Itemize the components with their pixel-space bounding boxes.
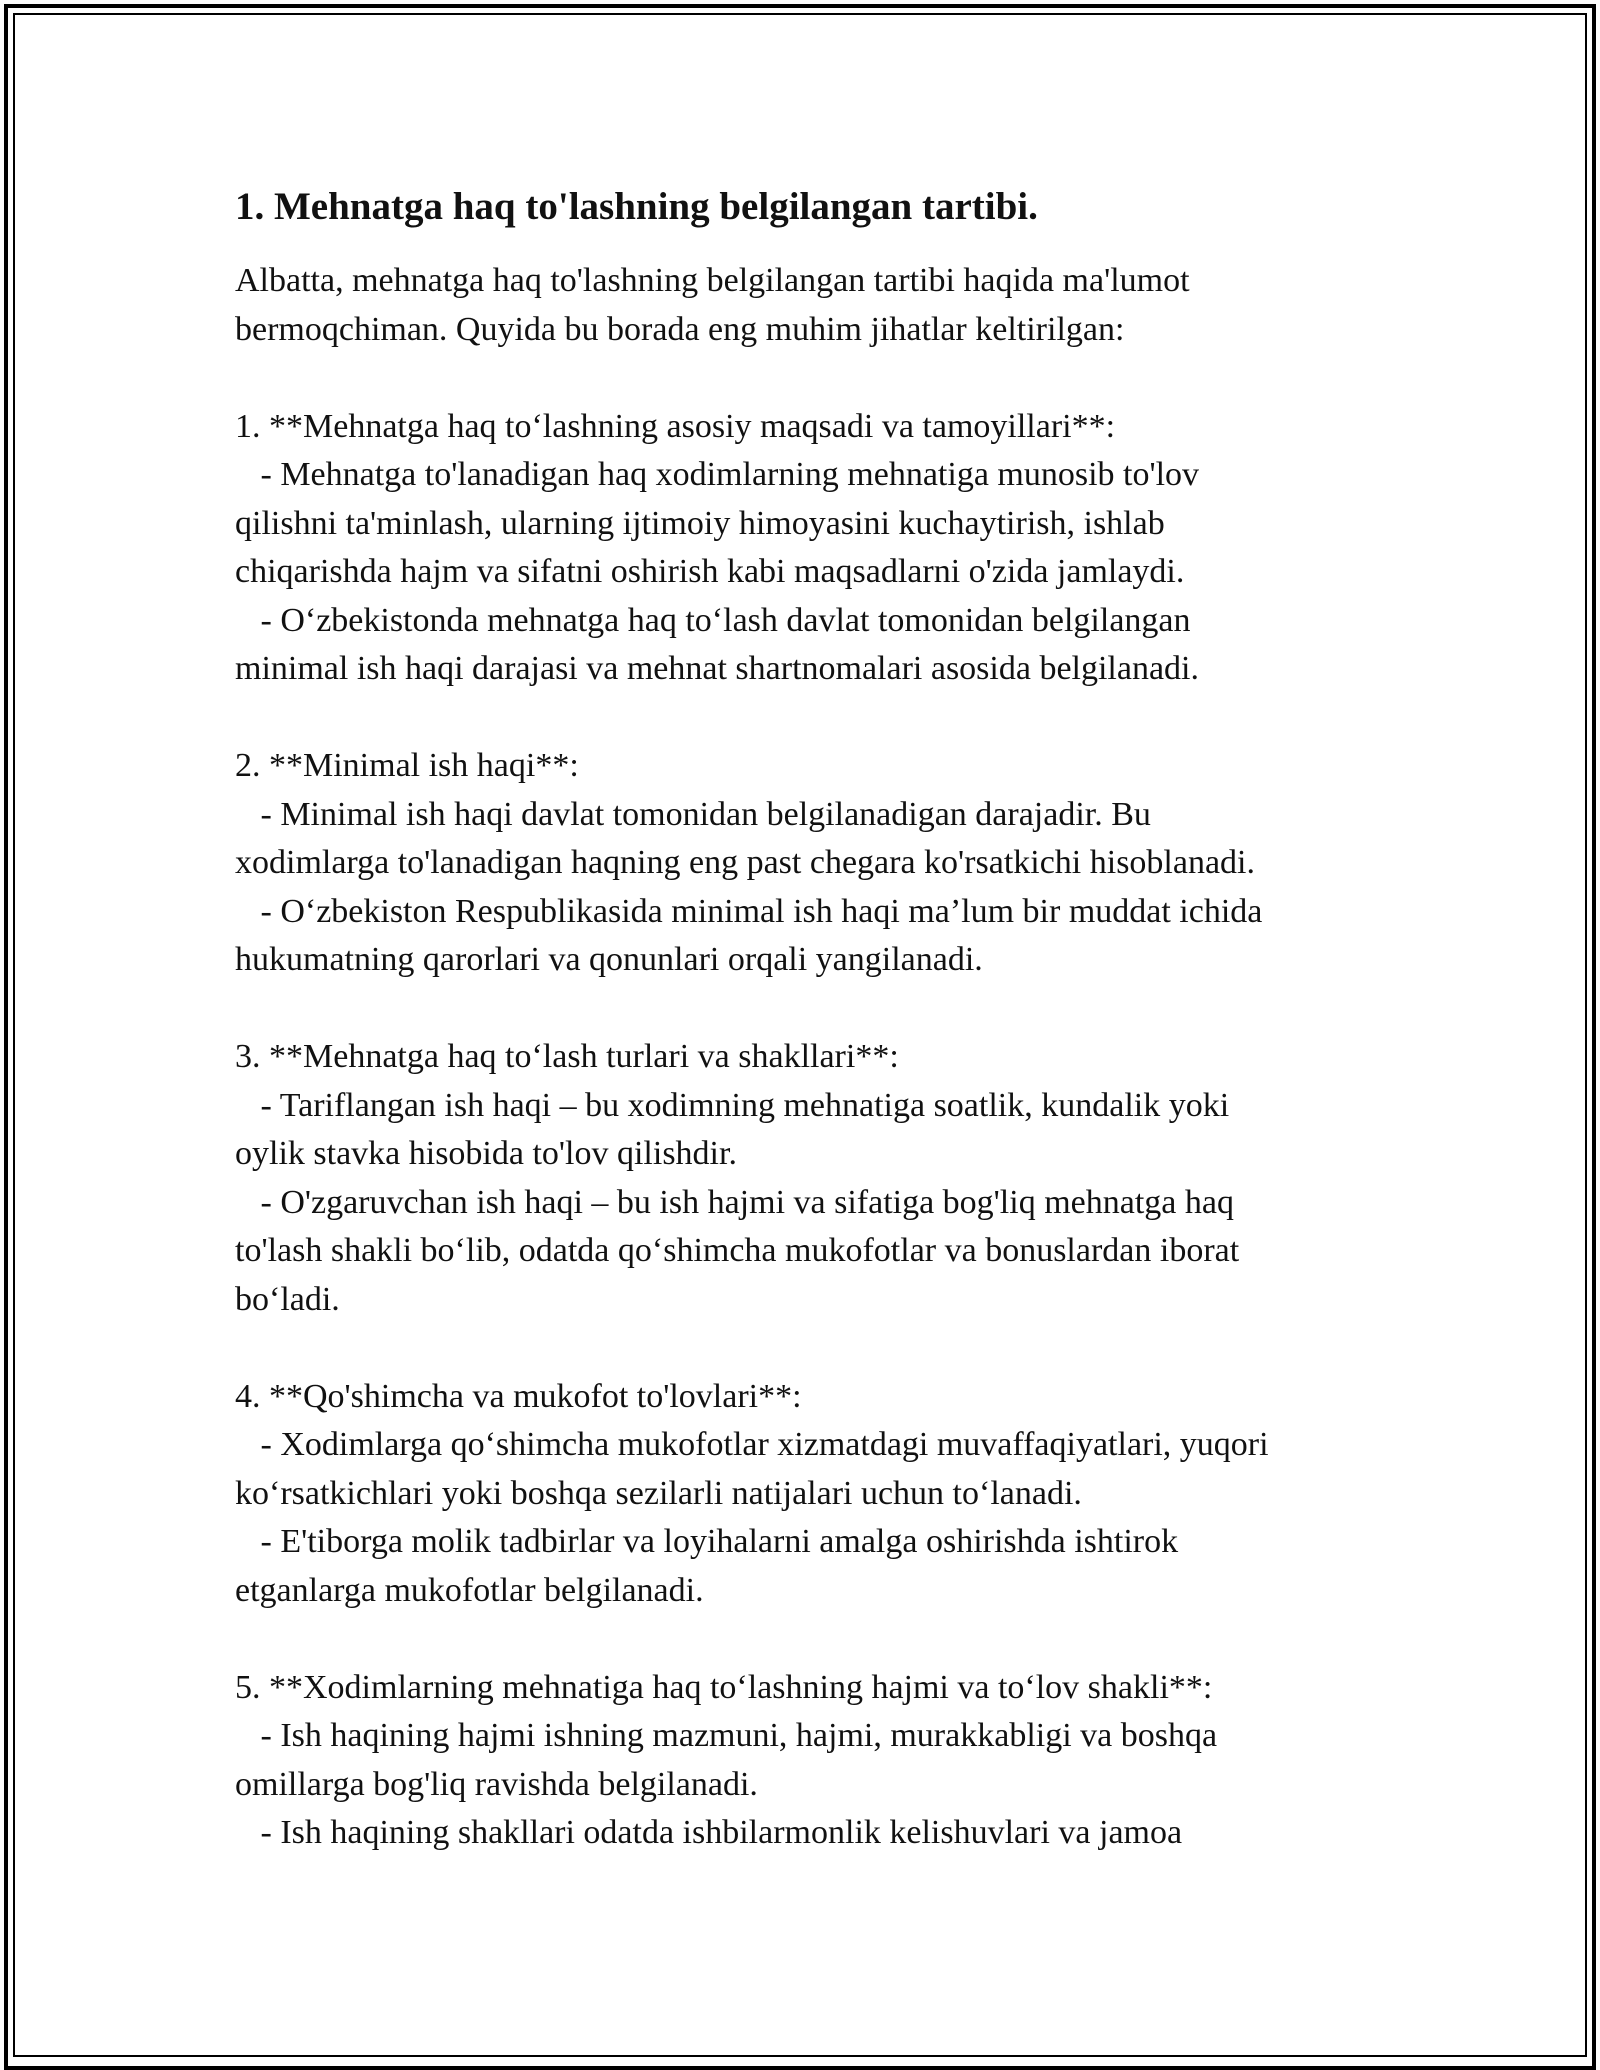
section-line: ko‘rsatkichlari yoki boshqa sezilarli natijalari uchun to‘lanadi.	[235, 1474, 1082, 1512]
section-line: - Tariflangan ish haqi – bu xodimning mehnatiga soatlik, kundalik yoki	[235, 1086, 1230, 1124]
spacer	[235, 1615, 1385, 1664]
section-line: chiqarishda hajm va sifatni oshirish kabi maqsadlarni o'zida jamlaydi.	[235, 553, 1185, 590]
spacer	[235, 354, 1385, 403]
spacer	[235, 1324, 1385, 1373]
section-line: - O‘zbekistonda mehnatga haq to‘lash davlat tomonidan belgilangan	[235, 601, 1191, 639]
intro-line: bermoqchiman. Quyida bu borada eng muhim jihatlar keltirilgan:	[235, 310, 1125, 348]
section-line: minimal ish haqi darajasi va mehnat shartnomalari asosida belgilanadi.	[235, 650, 1200, 687]
spacer	[235, 985, 1385, 1034]
document-title: 1. Mehnatga haq to'lashning belgilangan tartibi.	[235, 185, 1038, 228]
section-heading: 1. **Mehnatga haq to‘lashning asosiy maqsadi va tamoyillari**:	[235, 407, 1116, 445]
section-heading: 2. **Minimal ish haqi**:	[235, 747, 579, 784]
section-heading: 4. **Qo'shimcha va mukofot to'lovlari**:	[235, 1377, 802, 1415]
section-line: xodimlarga to'lanadigan haqning eng past chegara ko'rsatkichi hisoblanadi.	[235, 844, 1255, 881]
section-line: - O'zgaruvchan ish haqi – bu ish hajmi va sifatiga bog'liq mehnatga haq	[235, 1183, 1234, 1221]
section-line: etganlarga mukofotlar belgilanadi.	[235, 1571, 704, 1609]
section-line: - Minimal ish haqi davlat tomonidan belgilanadigan darajadir. Bu	[235, 795, 1151, 833]
section-line: hukumatning qarorlari va qonunlari orqali yangilanadi.	[235, 941, 983, 978]
section-line: - E'tiborga molik tadbirlar va loyihalarni amalga oshirishda ishtirok	[235, 1523, 1179, 1560]
document-body	[235, 183, 1385, 1858]
spacer	[235, 694, 1385, 743]
section-line: bo‘ladi.	[235, 1280, 340, 1318]
section-heading: 3. **Mehnatga haq to‘lash turlari va shakllari**:	[235, 1038, 899, 1075]
section-line: - Ish haqining shakllari odatda ishbilarmonlik kelishuvlari va jamoa	[235, 1814, 1183, 1851]
section-line: omillarga bog'liq ravishda belgilanadi.	[235, 1765, 758, 1803]
intro-line: Albatta, mehnatga haq to'lashning belgilangan tartibi haqida ma'lumot	[235, 262, 1190, 299]
section-line: - Xodimlarga qo‘shimcha mukofotlar xizmatdagi muvaffaqiyatlari, yuqori	[235, 1426, 1269, 1463]
section-line: - Mehnatga to'lanadigan haq xodimlarning mehnatiga munosib to'lov	[235, 456, 1200, 493]
section-line: qilishni ta'minlash, ularning ijtimoiy himoyasini kuchaytirish, ishlab	[235, 504, 1165, 542]
section-line: - Ish haqining hajmi ishning mazmuni, hajmi, murakkabligi va boshqa	[235, 1717, 1218, 1754]
section-line: to'lash shakli bo‘lib, odatda qo‘shimcha mukofotlar va bonuslardan iborat	[235, 1232, 1240, 1269]
section-heading: 5. **Xodimlarning mehnatiga haq to‘lashning hajmi va to‘lov shakli**:	[235, 1668, 1213, 1706]
section-line: oylik stavka hisobida to'lov qilishdir.	[235, 1135, 737, 1172]
section-line: - O‘zbekiston Respublikasida minimal ish haqi ma’lum bir muddat ichida	[235, 892, 1263, 930]
